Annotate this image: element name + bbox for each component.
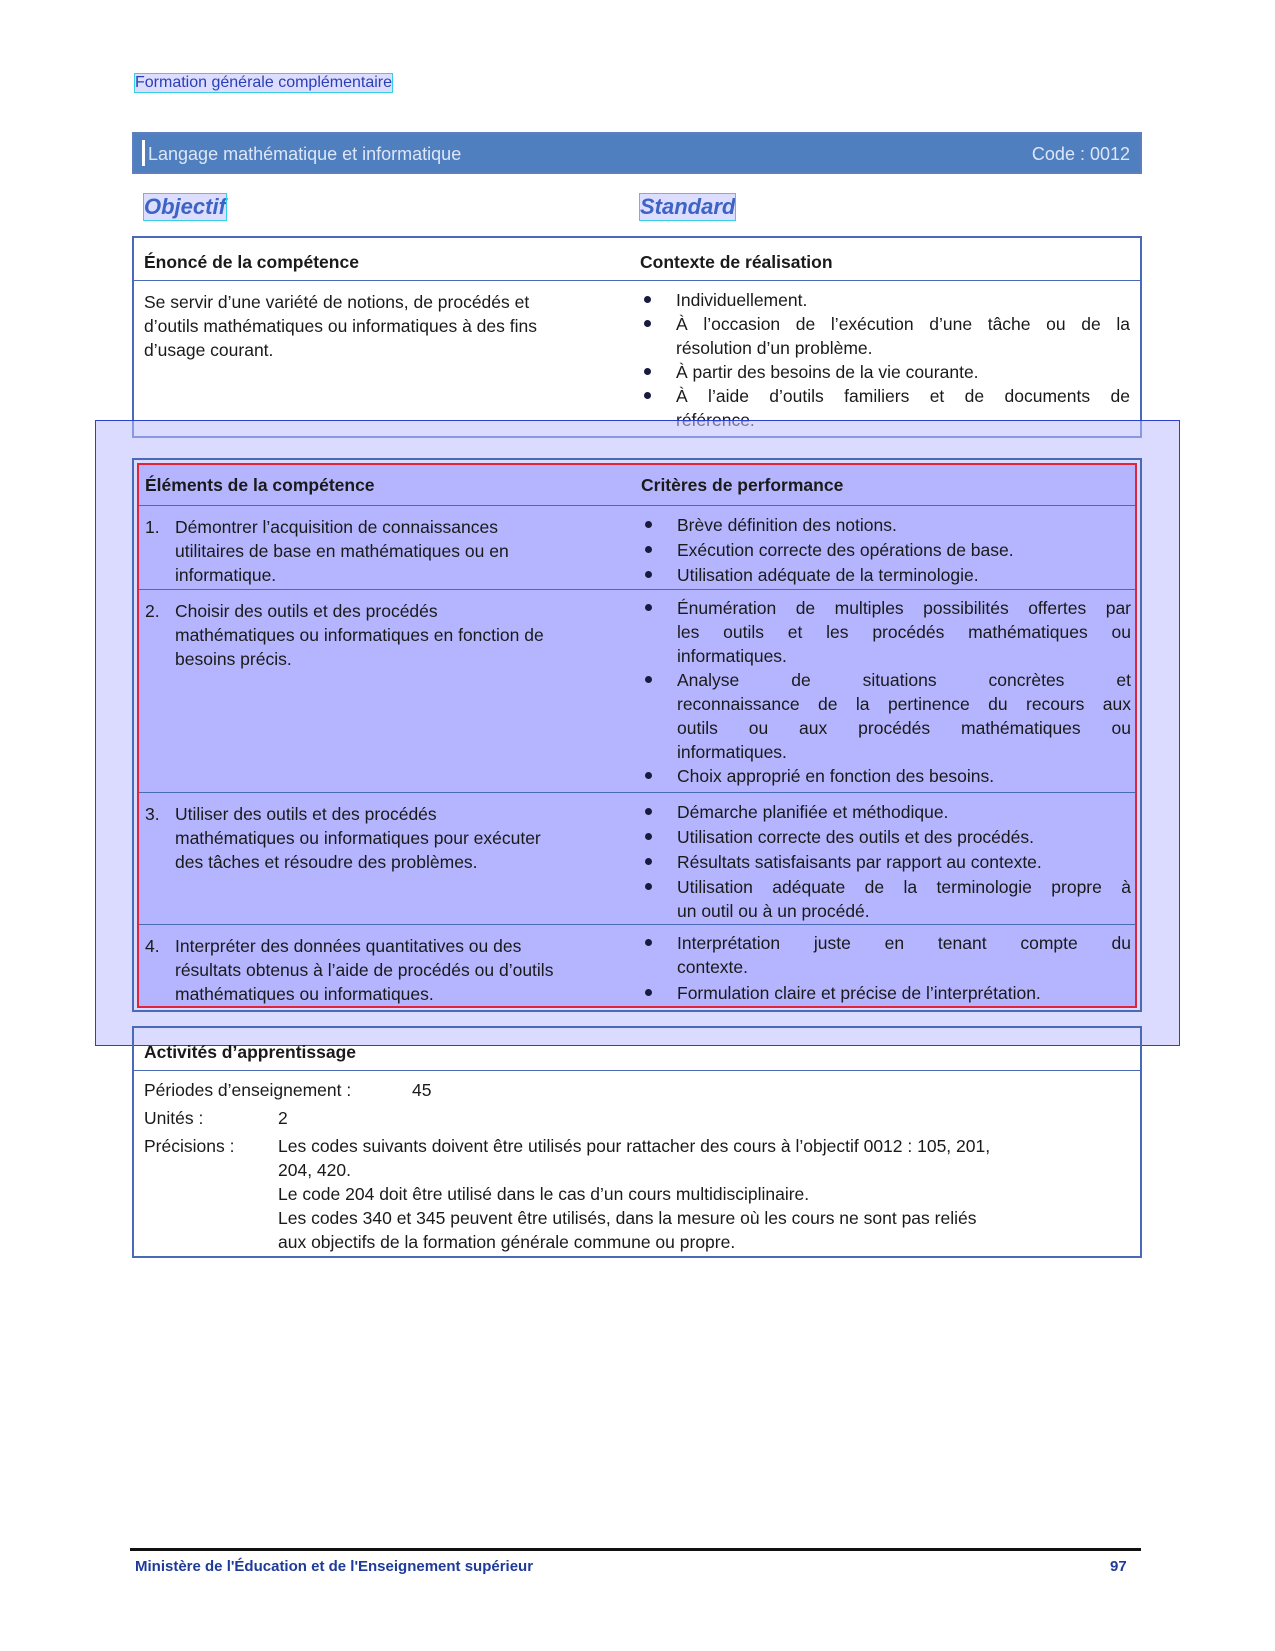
list-item: Énumération de multiples possibilités offertes par les outils et les procédés mathématiques ou informatiques. xyxy=(641,596,1131,668)
bullet-icon xyxy=(645,939,652,946)
competence-statement-header: Énoncé de la compétence xyxy=(144,252,359,272)
bullet-icon xyxy=(645,772,652,779)
competence-statement: Se servir d’une variété de notions, de procédés et d’outils mathématiques ou informatiques à des fins d’usage courant. xyxy=(144,292,537,360)
periods-value: 45 xyxy=(412,1080,432,1100)
criteria-header: Critères de performance xyxy=(641,475,844,495)
element-row-3: 3. Utiliser des outils et des procédés mathématiques ou informatiques pour exécuter des tâches et résoudre des problèmes. xyxy=(145,804,541,872)
standard-heading: Standard xyxy=(640,194,736,219)
objective-title: Langage mathématique et informatique xyxy=(148,144,462,164)
objective-code: Code : 0012 xyxy=(1031,144,1130,164)
units-label: Unités : xyxy=(144,1108,204,1128)
list-item: À l’aide d’outils familiers et de documents de xyxy=(640,384,1130,432)
footer-ministry: Ministère de l'Éducation et de l'Enseignement supérieur xyxy=(135,1558,534,1575)
bullet-icon xyxy=(645,546,652,553)
list-item: Choix approprié en fonction des besoins. xyxy=(641,764,1131,788)
list-item: Formulation claire et précise de l’interprétation. xyxy=(641,981,1131,1005)
activities-box xyxy=(132,1026,1142,1258)
competence-box xyxy=(132,236,1142,438)
objective-heading: Objectif xyxy=(144,194,226,219)
list-item: Individuellement. xyxy=(640,288,1130,312)
bullet-icon xyxy=(645,571,652,578)
precisions-label: Précisions : xyxy=(144,1136,235,1156)
context-header: Contexte de réalisation xyxy=(640,252,833,272)
bullet-icon xyxy=(645,989,652,996)
element-row-1: 1. Démontrer l’acquisition de connaissances utilitaires de base en mathématiques ou en informatique. xyxy=(145,517,509,585)
list-item: Brève définition des notions. xyxy=(641,513,1131,537)
list-item: Démarche planifiée et méthodique. xyxy=(641,800,1131,824)
footer-rule xyxy=(130,1548,1141,1551)
bullet-icon xyxy=(645,833,652,840)
element-row-2: 2. Choisir des outils et des procédés mathématiques ou informatiques en fonction de besoins précis. xyxy=(145,601,544,669)
bullet-icon xyxy=(644,392,651,399)
list-item: Utilisation adéquate de la terminologie. xyxy=(641,563,1131,587)
bullet-icon xyxy=(644,368,651,375)
list-item: Interprétation juste en tenant compte du contexte. xyxy=(641,931,1131,979)
bullet-icon xyxy=(645,604,652,611)
bullet-icon xyxy=(645,858,652,865)
elements-header: Éléments de la compétence xyxy=(145,475,375,495)
list-item: À l’occasion de l’exécution d’une tâche ou de la résolution d’un problème. xyxy=(640,312,1130,360)
list-item: À partir des besoins de la vie courante. xyxy=(640,360,1130,384)
title-bar xyxy=(132,132,1142,174)
page-number: 97 xyxy=(1110,1558,1127,1575)
running-header: Formation générale complémentaire xyxy=(135,74,393,91)
bullet-icon xyxy=(645,883,652,890)
bullet-icon xyxy=(644,320,651,327)
list-item: Utilisation adéquate de la terminologie propre à un outil ou à un procédé. xyxy=(641,875,1131,923)
bullet-icon xyxy=(645,521,652,528)
list-item: Résultats satisfaisants par rapport au contexte. xyxy=(641,850,1131,874)
list-item: Exécution correcte des opérations de base. xyxy=(641,538,1131,562)
activities-header: Activités d’apprentissage xyxy=(144,1042,357,1062)
list-item: Utilisation correcte des outils et des procédés. xyxy=(641,825,1131,849)
list-item: Analyse de situations concrètes et reconnaissance de la pertinence du recours aux outils ou aux procédés mathématiques ou informatiques. xyxy=(641,668,1131,764)
bullet-icon xyxy=(645,808,652,815)
units-value: 2 xyxy=(278,1108,288,1128)
precisions-text: Les codes suivants doivent être utilisés pour rattacher des cours à l’objectif 0012 : 105, 201, 204, 420. Le code 204 doit être utilisé dans le cas d’un cours multidisciplinaire. Les codes 340 et 345 peuvent être utilisés, dans la mesure où les cours ne sont pas reliés aux objectifs de la formation générale commune ou propre. xyxy=(278,1136,991,1252)
bullet-icon xyxy=(644,296,651,303)
periods-label: Périodes d’enseignement : xyxy=(144,1080,352,1100)
title-accent xyxy=(142,140,145,166)
bullet-icon xyxy=(645,676,652,683)
element-row-4: 4. Interpréter des données quantitatives ou des résultats obtenus à l’aide de procédés ou d’outils mathématiques ou informatiques. xyxy=(145,936,554,1004)
elements-table xyxy=(137,463,1137,1008)
